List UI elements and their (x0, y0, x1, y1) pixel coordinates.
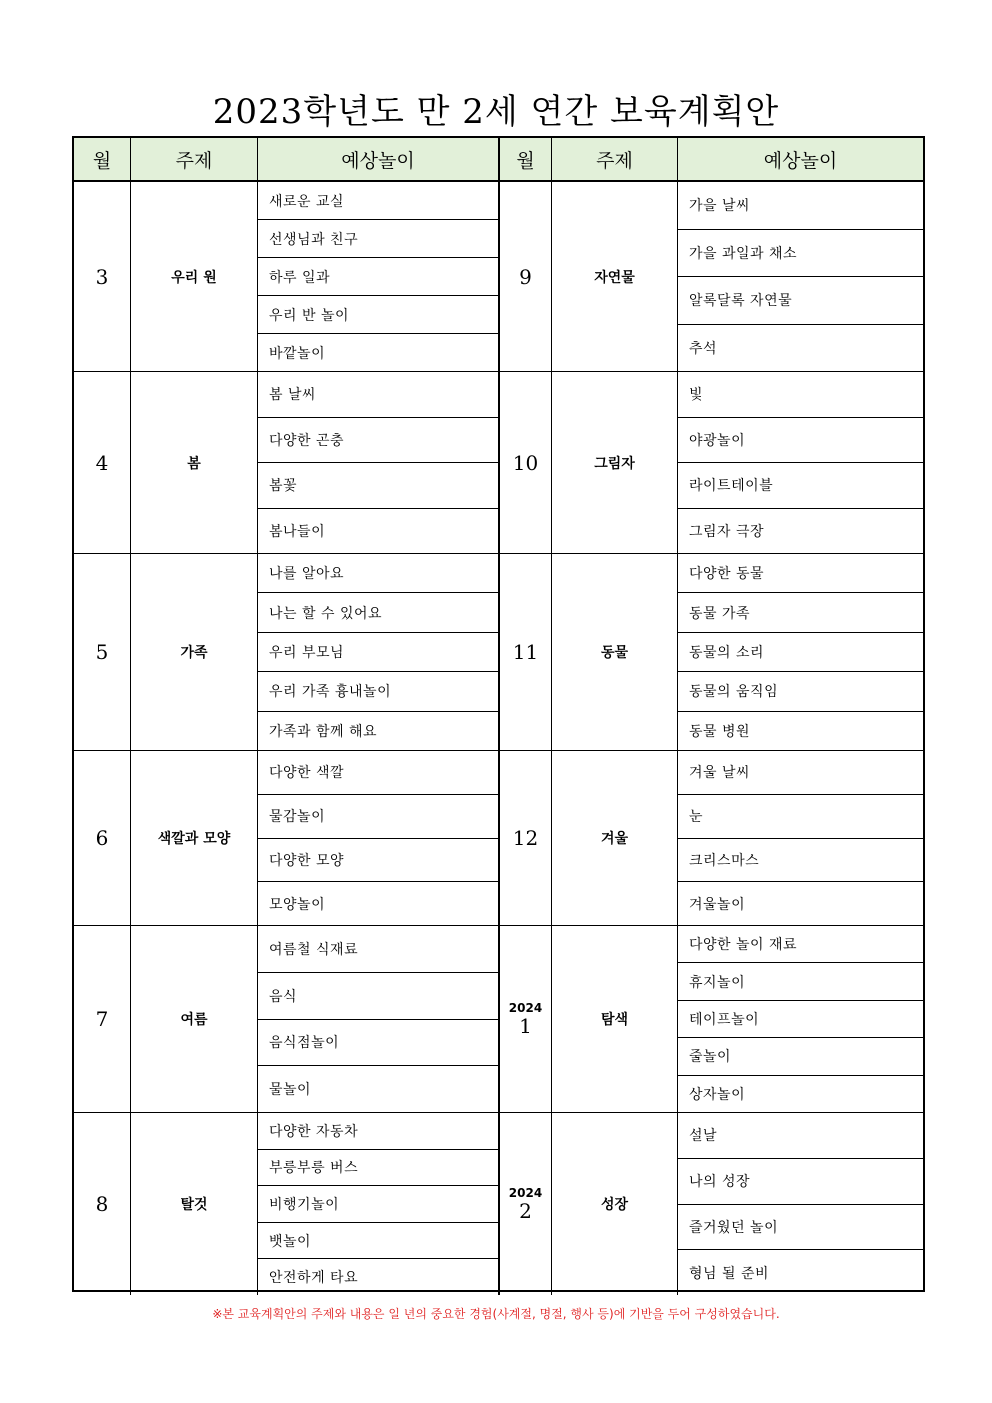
activity-list (258, 926, 500, 1112)
activity-item: 가을 과일과 채소 (678, 230, 923, 278)
theme-cell: 탈것 (131, 1113, 258, 1295)
activity-item: 음식점놀이 (258, 1020, 498, 1067)
activity-item: 동물 병원 (689, 723, 751, 740)
year-label: 2024 (508, 1186, 543, 1200)
activity-item: 다양한 자동차 (258, 1113, 498, 1150)
month-block (74, 182, 923, 372)
activity-list (258, 372, 500, 553)
activity-list (678, 554, 923, 750)
month-cell: 11 (500, 554, 552, 750)
month-block (74, 1113, 923, 1295)
activity-item: 비행기놀이 (258, 1186, 498, 1223)
activity-item: 즐거웠던 놀이 (678, 1205, 923, 1251)
activity-item: 눈 (678, 795, 923, 839)
activity-item: 다양한 곤충 (258, 418, 498, 464)
activity-list (258, 751, 500, 925)
activity-item: 선생님과 친구 (258, 220, 498, 258)
annual-plan-table (72, 136, 925, 1292)
theme-cell: 동물 (552, 554, 678, 750)
activity-item: 그림자 극장 (689, 523, 765, 540)
header-activities-right: 예상놀이 (763, 149, 838, 172)
activity-item: 추석 (689, 340, 718, 357)
year-label: 2024 (508, 1001, 543, 1015)
activity-item: 동물 가족 (678, 593, 923, 632)
month-cell: 6 (74, 751, 131, 925)
month-cell (500, 926, 552, 1112)
month-label: 1 (519, 1014, 532, 1038)
theme-cell: 자연물 (552, 182, 678, 371)
activity-item: 나의 성장 (678, 1159, 923, 1205)
month-block (74, 926, 923, 1113)
theme-cell: 가족 (131, 554, 258, 750)
activity-item: 줄놀이 (678, 1038, 923, 1075)
activity-item: 휴지놀이 (678, 963, 923, 1000)
activity-list (258, 554, 500, 750)
activity-list (678, 1113, 923, 1295)
activity-item: 모양놀이 (269, 896, 326, 913)
activity-item: 다양한 모양 (258, 839, 498, 883)
activity-item: 부릉부릉 버스 (258, 1150, 498, 1187)
theme-cell: 우리 원 (131, 182, 258, 371)
theme-cell: 겨울 (552, 751, 678, 925)
activity-item: 크리스마스 (678, 839, 923, 883)
activity-item: 봄나들이 (269, 523, 326, 540)
activity-item: 음식 (258, 973, 498, 1020)
activity-item: 다양한 놀이 재료 (678, 926, 923, 963)
month-cell: 10 (500, 372, 552, 553)
activity-item: 우리 반 놀이 (258, 296, 498, 334)
theme-cell: 그림자 (552, 372, 678, 553)
theme-cell: 탐색 (552, 926, 678, 1112)
header-month-left: 월 (74, 138, 131, 180)
header-theme-left: 주제 (131, 138, 258, 180)
activity-item: 설날 (678, 1113, 923, 1159)
activity-item: 형님 될 준비 (689, 1265, 770, 1282)
activity-item: 다양한 동물 (678, 554, 923, 593)
activity-item: 겨울놀이 (689, 896, 746, 913)
activity-item: 알록달록 자연물 (678, 277, 923, 325)
month-cell: 3 (74, 182, 131, 371)
activity-item: 봄꽃 (258, 463, 498, 509)
activity-item: 나는 할 수 있어요 (258, 593, 498, 632)
activity-list (678, 926, 923, 1112)
activity-item: 봄 날씨 (258, 372, 498, 418)
activity-item: 우리 가족 흉내놀이 (258, 672, 498, 711)
month-cell: 4 (74, 372, 131, 553)
page-title: 2023학년도 만 2세 연간 보육계획안 (212, 92, 780, 132)
month-block (74, 554, 923, 751)
header-activities-left: 예상놀이 (258, 138, 500, 180)
activity-item: 테이프놀이 (678, 1001, 923, 1038)
activity-item: 물놀이 (269, 1082, 312, 1099)
activity-item: 뱃놀이 (258, 1223, 498, 1260)
activity-item: 여름철 식재료 (258, 926, 498, 973)
month-cell: 7 (74, 926, 131, 1112)
header-theme-right: 주제 (552, 138, 678, 180)
activity-item: 동물의 움직임 (678, 672, 923, 711)
activity-item: 물감놀이 (258, 795, 498, 839)
activity-item: 안전하게 타요 (269, 1270, 359, 1287)
table-header (74, 138, 923, 182)
month-block (74, 372, 923, 554)
footnote: ※본 교육계획안의 주제와 내용은 일 년의 중요한 경험(사계절, 명절, 행사 등)에 기반을 두어 구성하였습니다. (212, 1307, 780, 1321)
activity-list (678, 372, 923, 553)
month-cell: 12 (500, 751, 552, 925)
theme-cell: 색깔과 모양 (131, 751, 258, 925)
activity-item: 하루 일과 (258, 258, 498, 296)
theme-cell: 여름 (131, 926, 258, 1112)
activity-item: 가을 날씨 (678, 182, 923, 230)
activity-item: 빛 (678, 372, 923, 418)
month-cell: 9 (500, 182, 552, 371)
activity-list (678, 182, 923, 371)
activity-item: 나를 알아요 (258, 554, 498, 593)
activity-item: 라이트테이블 (678, 463, 923, 509)
activity-item: 다양한 색깔 (258, 751, 498, 795)
activity-item: 동물의 소리 (678, 633, 923, 672)
activity-list (678, 751, 923, 925)
month-label: 2 (519, 1199, 532, 1223)
table-body (74, 182, 923, 1295)
activity-item: 우리 부모님 (258, 633, 498, 672)
activity-item: 겨울 날씨 (678, 751, 923, 795)
activity-item: 가족과 함께 해요 (269, 723, 378, 740)
activity-item: 상자놀이 (689, 1086, 746, 1103)
activity-item: 바깥놀이 (269, 345, 326, 362)
activity-item: 야광놀이 (678, 418, 923, 464)
theme-cell: 성장 (552, 1113, 678, 1295)
theme-cell: 봄 (131, 372, 258, 553)
month-cell: 5 (74, 554, 131, 750)
activity-list (258, 182, 500, 371)
activity-item: 새로운 교실 (258, 182, 498, 220)
month-block (74, 751, 923, 926)
header-month-right: 월 (500, 138, 552, 180)
month-cell (500, 1113, 552, 1295)
month-cell: 8 (74, 1113, 131, 1295)
activity-list (258, 1113, 500, 1295)
